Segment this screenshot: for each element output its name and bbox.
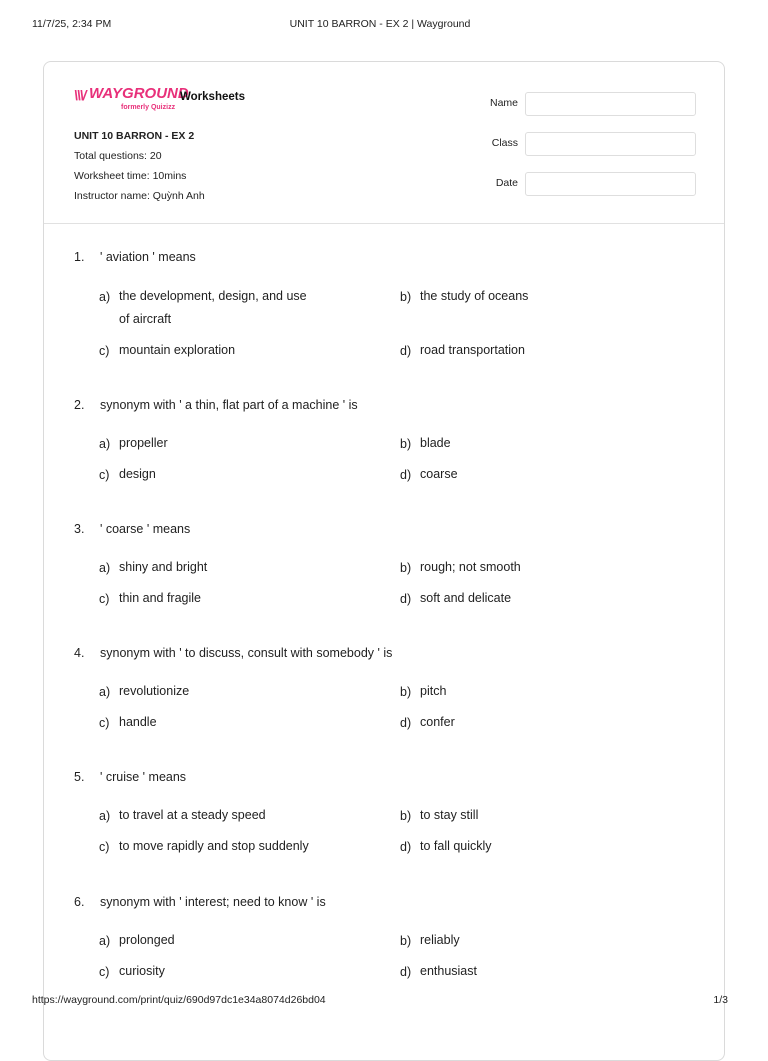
class-label: Class [491,137,518,149]
option-text: soft and delicate [420,591,512,605]
option-text: design [119,467,156,481]
option-letter: c) [99,592,110,606]
quiz-title: UNIT 10 BARRON - EX 2 [74,130,195,142]
logo-brand: WAYGROUND [89,85,189,102]
print-header [32,18,728,34]
question-text: synonym with ' interest; need to know ' is [100,895,326,909]
option-letter: a) [99,809,111,823]
option-text: the development, design, and use of aircraft [119,289,307,326]
question-number: 2. [74,398,85,412]
question-text: synonym with ' to discuss, consult with somebody ' is [100,646,393,660]
option-text: rough; not smooth [420,560,521,574]
instructor-name: Instructor name: Quỳnh Anh [74,190,205,202]
question-text: synonym with ' a thin, flat part of a machine ' is [100,398,358,412]
worksheet-time: Worksheet time: 10mins [74,170,187,182]
total-questions: Total questions: 20 [74,150,162,162]
option-letter: d) [400,344,412,358]
option-letter: b) [400,934,412,948]
option-letter: b) [400,290,412,304]
option-letter: d) [400,468,412,482]
question-number: 5. [74,770,85,784]
option-text: shiny and bright [119,560,208,574]
date-row [464,172,696,196]
option-text: confer [420,715,455,729]
worksheets-label: Worksheets [180,91,245,103]
print-footer [32,994,728,1010]
class-field[interactable] [525,132,696,156]
question-number: 3. [74,522,85,536]
question-text: ' cruise ' means [100,770,187,784]
option-text: to move rapidly and stop suddenly [119,839,309,853]
option-letter: a) [99,437,111,451]
worksheet-meta [74,126,205,206]
option-text: propeller [119,436,168,450]
option-text: blade [420,436,451,450]
option-text: to stay still [420,808,479,822]
option-letter: a) [99,561,111,575]
name-row [464,92,696,116]
option-text: thin and fragile [119,591,202,605]
option-letter: d) [400,965,412,979]
option-text: to travel at a steady speed [119,808,266,822]
date-label: Date [495,177,518,189]
page-number: 1/3 [713,994,728,1006]
option-letter: b) [400,561,412,575]
option-text: curiosity [119,964,165,978]
option-letter: a) [99,934,111,948]
option-letter: d) [400,840,412,854]
option-text: coarse [420,467,458,481]
option-letter: c) [99,344,110,358]
option-text: reliably [420,933,460,947]
name-field[interactable] [525,92,696,116]
logo-mark-icon: \\\/ [74,87,86,103]
option-letter: a) [99,290,111,304]
option-text: the study of oceans [420,289,529,303]
option-letter: c) [99,965,110,979]
option-text: mountain exploration [119,343,236,357]
option-letter: c) [99,716,110,730]
name-label: Name [489,97,518,109]
worksheet-card [43,61,725,1061]
print-date: 11/7/25, 2:34 PM [32,18,112,30]
option-letter: b) [400,437,412,451]
option-letter: a) [99,685,111,699]
option-letter: b) [400,685,412,699]
option-text: road transportation [420,343,525,357]
worksheet-header [44,62,724,224]
option-text: to fall quickly [420,839,492,853]
option-letter: c) [99,468,110,482]
option-text: prolonged [119,933,175,947]
date-field[interactable] [525,172,696,196]
wayground-logo [74,84,189,116]
question-text: ' aviation ' means [100,250,196,264]
option-letter: d) [400,716,412,730]
question-number: 4. [74,646,85,660]
option-text: pitch [420,684,447,698]
option-text: revolutionize [119,684,190,698]
question-text: ' coarse ' means [100,522,191,536]
option-letter: c) [99,840,110,854]
question-number: 6. [74,895,85,909]
logo-subtitle: formerly Quizizz [121,104,176,111]
option-text: handle [119,715,157,729]
print-url: https://wayground.com/print/quiz/690d97dc1e34a8074d26bd04 [32,994,326,1006]
question-number: 1. [74,250,85,264]
option-text: enthusiast [420,964,477,978]
print-title: UNIT 10 BARRON - EX 2 | Wayground [289,18,471,30]
class-row [464,132,696,156]
option-letter: b) [400,809,412,823]
option-letter: d) [400,592,412,606]
